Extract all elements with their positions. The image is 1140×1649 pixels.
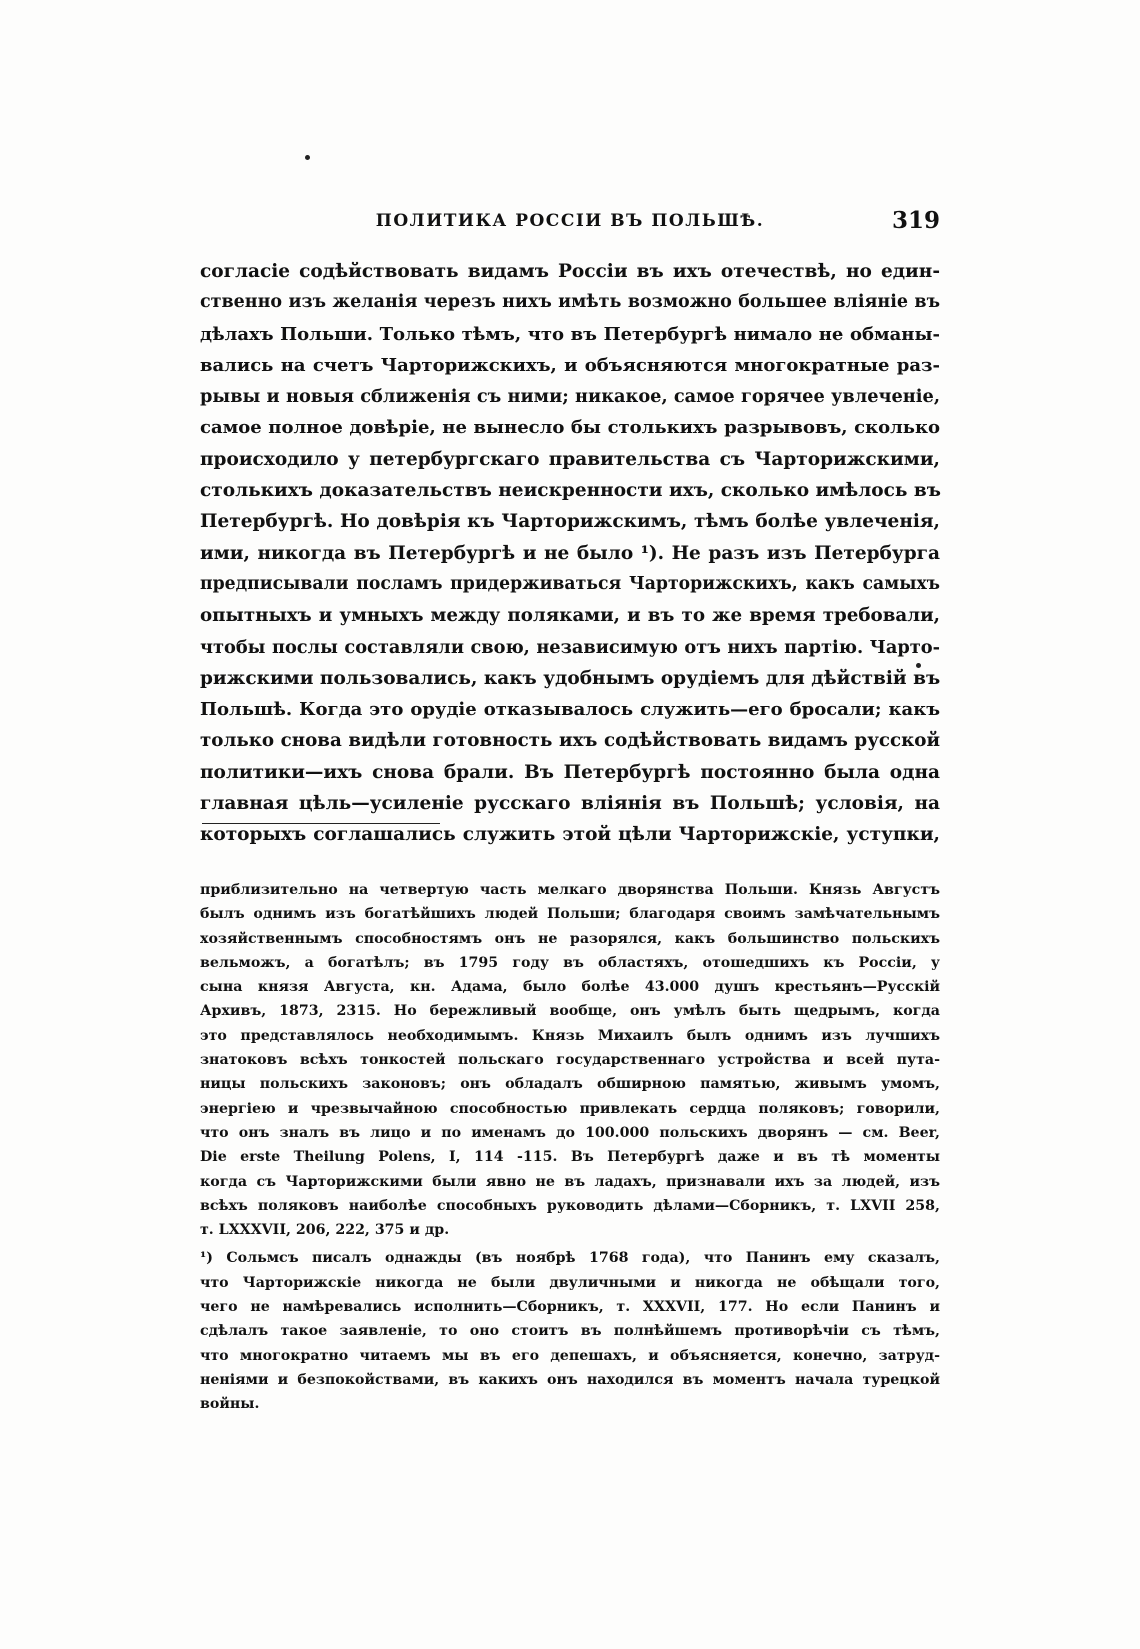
footnote-line: войны. bbox=[200, 1396, 260, 1413]
text-line: главная цѣль—усиленіе русскаго вліянія въ Польшѣ; условія, на bbox=[200, 793, 940, 815]
running-title: ПОЛИТИКА РОССІИ ВЪ ПОЛЬШѢ. bbox=[375, 211, 765, 231]
footnote-line: когда съ Чарторижскими были явно не въ ладахъ, признавали ихъ за людей, изъ bbox=[200, 1173, 940, 1190]
text-line: чтобы послы составляли свою, независимую отъ нихъ партію. Чарто- bbox=[200, 636, 940, 658]
text-line: ими, никогда въ Петербургѣ и не было ¹). Не разъ изъ Петербурга bbox=[200, 542, 940, 564]
text-line: согласіе содѣйствовать видамъ Россіи въ ихъ отечествѣ, но един- bbox=[200, 261, 940, 282]
text-line: самое полное довѣріе, не вынесло бы столькихъ разрывовъ, сколько bbox=[200, 417, 940, 439]
footnote-line: что Чарторижскіе никогда не были двуличными и никогда не обѣщали того, bbox=[200, 1274, 940, 1291]
text-line: только снова видѣли готовность ихъ содѣйствовать видамъ русской bbox=[200, 730, 940, 752]
footnote-line: это представлялось необходимымъ. Князь Михаилъ былъ однимъ изъ лучшихъ bbox=[200, 1027, 940, 1044]
text-line: предписывали посламъ придерживаться Чарторижскихъ, какъ самыхъ bbox=[200, 573, 940, 594]
text-line: политики—ихъ снова брали. Въ Петербургѣ постоянно была одна bbox=[200, 761, 940, 783]
text-line: Польшѣ. Когда это орудіе отказывалось служить—его бросали; какъ bbox=[200, 699, 940, 721]
ink-speck bbox=[305, 155, 310, 160]
footnote-line: былъ однимъ изъ богатѣйшихъ людей Польши; благодаря своимъ замѣчательнымъ bbox=[200, 906, 940, 923]
footnote-line: что онъ зналъ въ лицо и по именамъ до 100.000 польскихъ дворянъ — см. Beer, bbox=[200, 1124, 940, 1141]
footnote-line: неніями и безпокойствами, въ какихъ онъ находился въ моментъ начала турецкой bbox=[200, 1371, 940, 1388]
footnote-line: т. LXXXVII, 206, 222, 375 и др. bbox=[200, 1222, 450, 1239]
text-line: Петербургѣ. Но довѣрія къ Чарторижскимъ, тѣмъ болѣе увлеченія, bbox=[200, 511, 940, 533]
footnote-line: вельможъ, а богатѣлъ; въ 1795 году въ областяхъ, отошедшихъ къ Россіи, у bbox=[200, 954, 940, 971]
footnote-line: энергіею и чрезвычайною способностью привлекать сердца поляковъ; говорили, bbox=[200, 1100, 940, 1117]
text-line: которыхъ соглашались служить этой цѣли Чарторижскіе, уступки, bbox=[200, 824, 940, 846]
text-line: ственно изъ желанія черезъ нихъ имѣть возможно большее вліяніе въ bbox=[200, 292, 940, 313]
text-line: происходило у петербургскаго правительства съ Чарторижскими, bbox=[200, 448, 940, 470]
footnote-line: приблизительно на четвертую часть мелкаго дворянства Польши. Князь Августъ bbox=[200, 882, 940, 898]
footnote-line: ¹) Сольмсъ писалъ однажды (въ ноябрѣ 1768 года), что Панинъ ему сказалъ, bbox=[200, 1250, 940, 1267]
text-line: опытныхъ и умныхъ между поляками, и въ то же время требовали, bbox=[200, 605, 940, 627]
text-line: дѣлахъ Польши. Только тѣмъ, что въ Петербургѣ нимало не обманы- bbox=[200, 323, 940, 345]
page-number: 319 bbox=[891, 207, 940, 234]
text-line: вались на счетъ Чарторижскихъ, и объясняются многократные раз- bbox=[200, 354, 940, 376]
text-line: столькихъ доказательствъ неискренности ихъ, сколько имѣлось въ bbox=[200, 480, 941, 502]
footnote-line: знатоковъ всѣхъ тонкостей польскаго государственнаго устройства и всей пута- bbox=[200, 1052, 940, 1069]
footnote-line: сына князя Августа, кн. Адама, было болѣе 43.000 душъ крестьянъ—Русскій bbox=[200, 979, 940, 996]
footnote-line: хозяйственнымъ способностямъ онъ не разорялся, какъ большинство польскихъ bbox=[200, 930, 940, 947]
text-line: рижскими пользовались, какъ удобнымъ орудіемъ для дѣйствій въ bbox=[200, 667, 941, 689]
page-header bbox=[200, 207, 940, 237]
footnote-separator bbox=[202, 823, 440, 824]
footnote-line: Архивъ, 1873, 2315. Но бережливый вообще, онъ умѣлъ быть щедрымъ, когда bbox=[200, 1003, 940, 1020]
footnote-line: ницы польскихъ законовъ; онъ обладалъ обширною памятью, живымъ умомъ, bbox=[200, 1076, 940, 1093]
footnote-line: всѣхъ поляковъ наиболѣе способныхъ руководить дѣлами—Сборникъ, т. LXVII 258, bbox=[200, 1197, 940, 1214]
main-text bbox=[200, 256, 940, 851]
footnote-line: чего не намѣревались исполнить—Сборникъ, т. XXXVII, 177. Но если Панинъ и bbox=[200, 1299, 940, 1316]
footnote-line: сдѣлалъ такое заявленіе, то оно стоитъ въ полнѣйшемъ противорѣчіи съ тѣмъ, bbox=[200, 1323, 940, 1340]
footnotes bbox=[200, 878, 940, 1417]
footnote-line: что многократно читаемъ мы въ его депешахъ, и объясняется, конечно, затруд- bbox=[200, 1347, 940, 1364]
text-line: рывы и новыя сближенія съ ними; никакое, самое горячее увлеченіе, bbox=[200, 386, 940, 408]
footnote-line: Die erste Theilung Polens, I, 114 -115. Въ Петербургѣ даже и въ тѣ моменты bbox=[200, 1149, 940, 1166]
